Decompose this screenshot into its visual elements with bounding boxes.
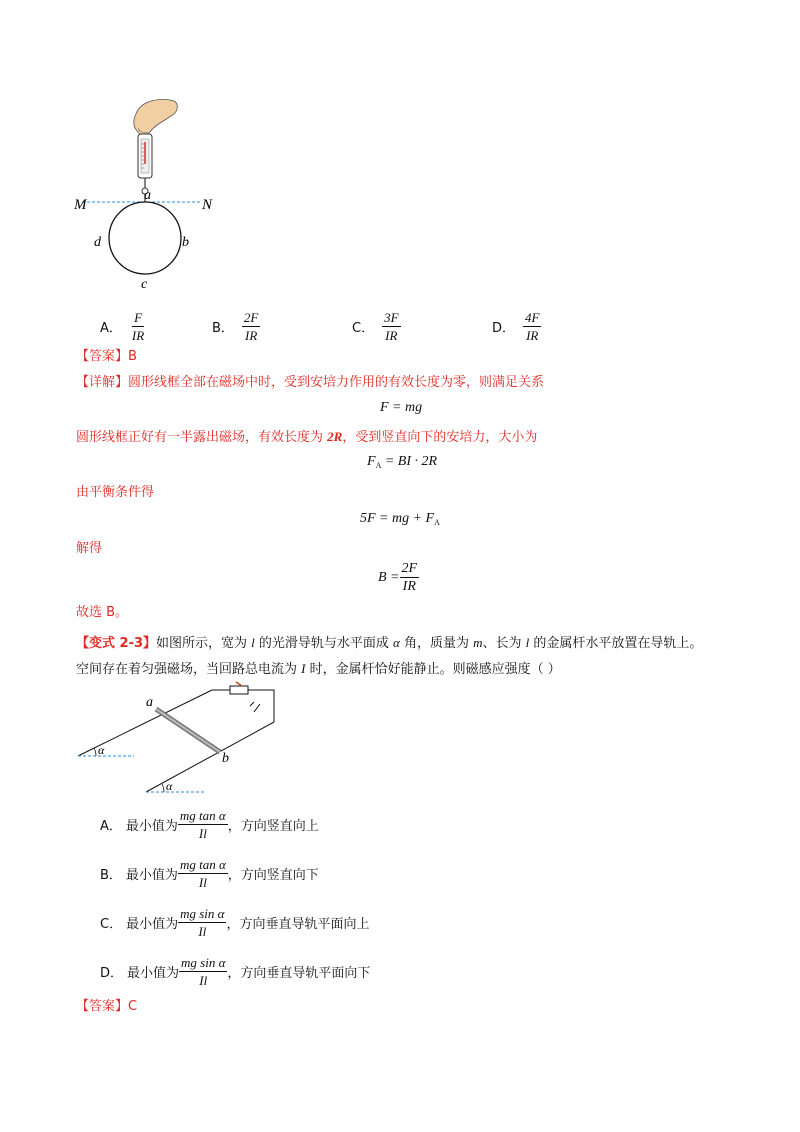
question-2-3-line-1: 【变式 2-3】如图所示，宽为 l 的光滑导轨与水平面成 α 角，质量为 m、长为 l 的金属杆水平放置在导轨上。 <box>76 635 703 651</box>
q2-option-c[interactable]: C． 最小值为 $\frac{\text{mg sin α}}{Il}$ ，方向垂直导轨平面向上 <box>100 906 370 939</box>
equation-3: 5F = mg + $F_A$ <box>360 511 440 527</box>
q2-option-b[interactable]: B． 最小值为 $\frac{\text{mg tan α}}{Il}$ ，方向竖直向下 <box>100 857 319 890</box>
detail-tag: 【详解】 <box>76 375 129 390</box>
option-fraction: $\frac{2F}{IR}$ <box>243 310 259 343</box>
rod-end-a: a <box>146 695 153 710</box>
q2-option-d[interactable]: D． 最小值为 $\frac{\text{mg sin α}}{Il}$ ，方向垂直导轨平面向下 <box>100 955 371 988</box>
circular-loop <box>109 202 181 274</box>
equation-2: $F_A$ = BI · 2R <box>367 454 438 470</box>
angle-label-2: α <box>166 779 173 793</box>
label-N: N <box>202 197 213 213</box>
label-M: M <box>74 197 87 213</box>
figure-inclined-rails <box>70 680 290 800</box>
question-2-3-line-2: 空间存在着匀强磁场，当回路总电流为 I 时，金属杆恰好能静止。则磁感应强度（ ） <box>76 661 561 677</box>
detail-line-3: 由平衡条件得 <box>76 485 155 500</box>
answer-2: 【答案】C <box>76 999 138 1014</box>
figure-spring-scale-loop <box>70 92 230 292</box>
detail-line-2: 圆形线框正好有一半露出磁场，有效长度为 2R，受到竖直向下的安培力，大小为 <box>76 429 538 445</box>
detail-line-5: 故选 B。 <box>76 605 129 620</box>
equation-1: F = mg <box>380 400 423 415</box>
option-fraction: $\frac{F}{IR}$ <box>131 310 145 343</box>
option-letter: D． <box>492 321 516 336</box>
rod-end-b: b <box>222 751 229 766</box>
q2-option-a[interactable]: A． 最小值为 $\frac{\text{mg tan α}}{Il}$ ，方向竖直向上 <box>100 808 319 841</box>
q1-option-a[interactable] <box>100 310 146 343</box>
label-b: b <box>182 235 189 250</box>
rheostat <box>230 686 248 694</box>
question-tag: 【变式 2-3】 <box>76 636 157 651</box>
label-c: c <box>141 277 148 292</box>
hand-illustration <box>134 100 177 135</box>
option-fraction: $\frac{3F}{IR}$ <box>384 310 399 343</box>
option-letter: B． <box>100 868 122 883</box>
equation-4: B = $\frac{2F}{IR}$ <box>378 561 418 594</box>
option-letter: A． <box>100 819 122 834</box>
detail-line-4: 解得 <box>76 541 103 556</box>
label-a: a <box>144 188 151 203</box>
q1-option-b[interactable] <box>212 310 260 343</box>
label-d: d <box>94 235 101 250</box>
detail-line-1: 【详解】圆形线框全部在磁场中时，受到安培力作用的有效长度为零，则满足关系 <box>76 375 545 390</box>
option-letter: C． <box>352 321 375 336</box>
option-letter: D． <box>100 966 124 981</box>
option-letter: B． <box>212 321 234 336</box>
q1-option-c[interactable] <box>352 310 401 343</box>
option-letter: A． <box>100 321 122 336</box>
battery <box>250 702 254 706</box>
answer-1: 【答案】B <box>76 349 137 364</box>
q1-option-d[interactable] <box>492 310 541 343</box>
option-letter: C． <box>100 917 123 932</box>
option-fraction: $\frac{4F}{IR}$ <box>525 310 540 343</box>
angle-label-1: α <box>98 743 105 757</box>
